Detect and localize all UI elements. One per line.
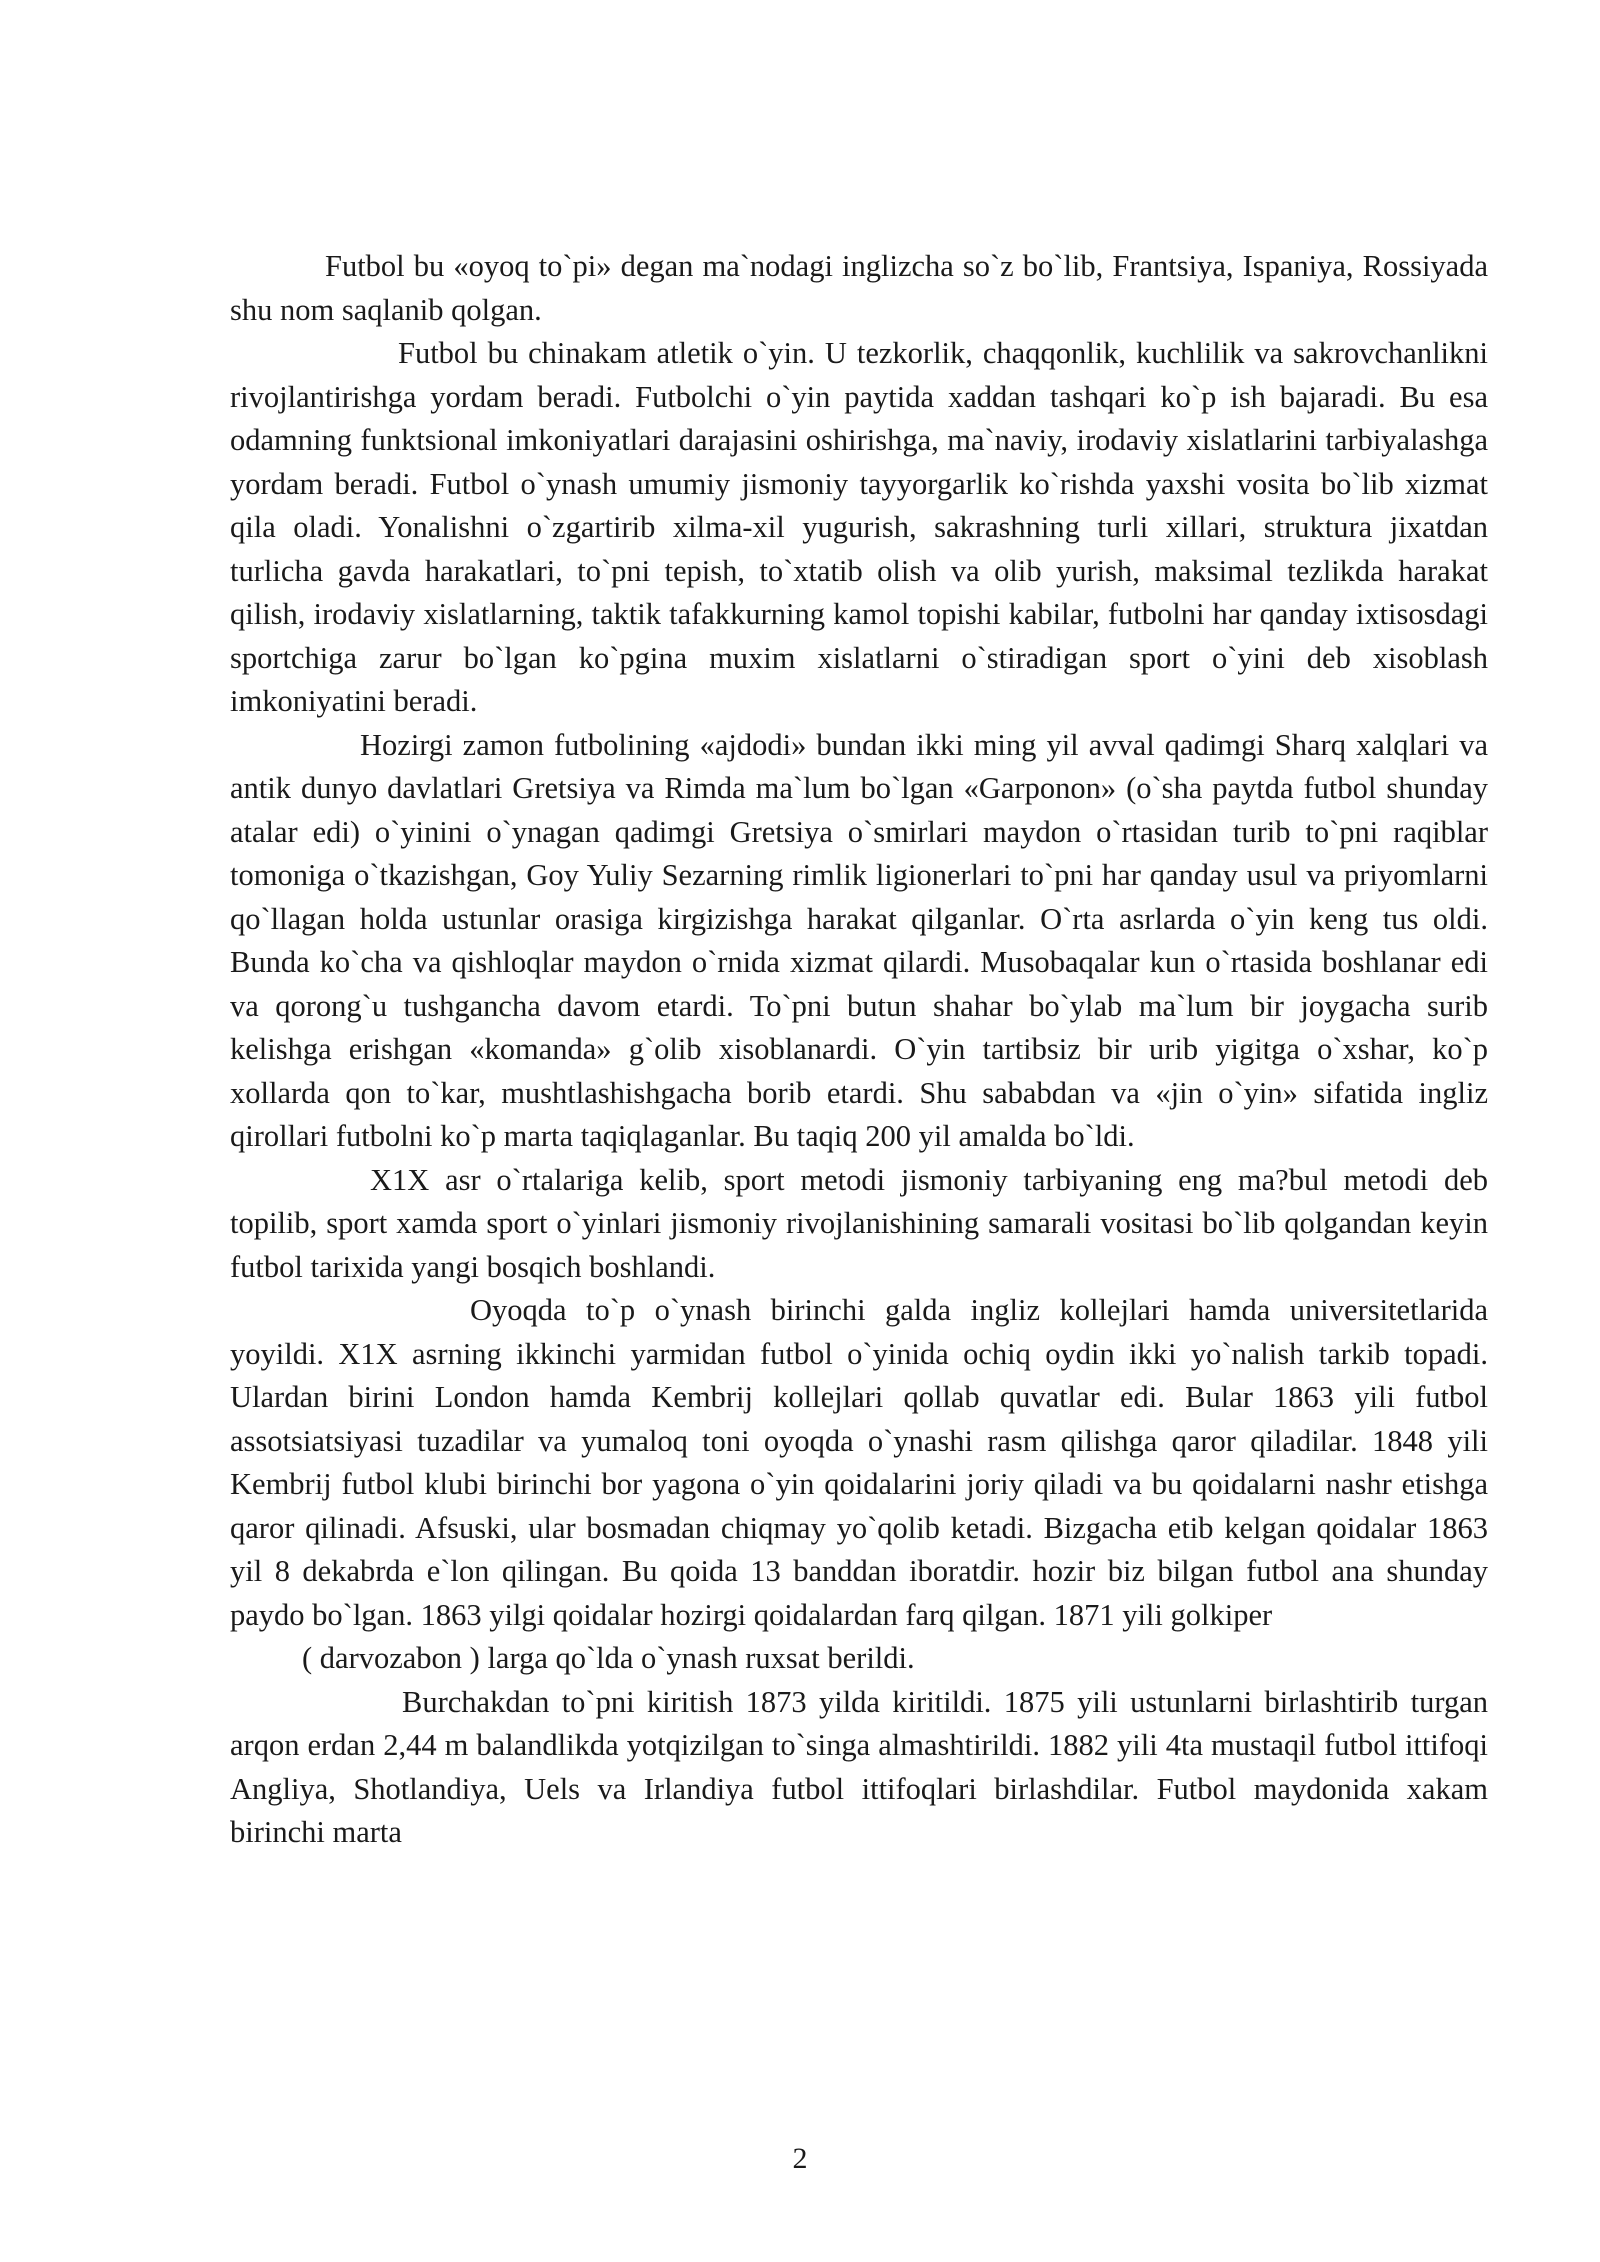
paragraph-colleges: Oyoqda to`p o`ynash birinchi galda ingliz kollejlari hamda universitetlarida yoyildi. X1X asrning ikkinchi yarmidan futbol o`yinida ochiq oydin ikki yo`nalish tarkib topadi. Ulardan birini London hamda Kembrij kollejlari qollab quvatlar edi. Bular 1863 yili futbol assotsiatsiyasi tuzadilar va yumaloq toni oyoqda o`ynashi rasm qilishga qaror qiladilar. 1848 yili Kembrij futbol klubi birinchi bor yagona o`yin qoidalarini joriy qiladi va bu qoidalarni nashr etishga qaror qilinadi. Afsuski, ular bosmadan chiqmay yo`qolib ketadi. Bizgacha etib kelgan qoidalar 1863 yil 8 dekabrda e`lon qilingan. Bu qoida 13 banddan iboratdir. hozir biz bilgan futbol ana shunday paydo bo`lgan. 1863 yilgi qoidalar hozirgi qoidalardan farq qilgan. 1871 yili golkiper (230, 1293, 1488, 1632)
paragraph-etymology: Futbol bu «oyoq to`pi» degan ma`nodagi inglizcha so`z bo`lib, Frantsiya, Ispaniya, Rossiyada shu nom saqlanib qolgan. (230, 249, 1488, 327)
paragraph-corner-kick: Burchakdan to`pni kiritish 1873 yilda kiritildi. 1875 yili ustunlarni birlashtirib turgan arqon erdan 2,44 m balandlikda yotqizilgan to`singa almashtirildi. 1882 yili 4ta mustaqil futbol ittifoqi Angliya, Shotlandiya, Uels va Irlandiya futbol ittifoqlari birlashdilar. Futbol maydonida xakam birinchi marta (230, 1684, 1488, 1849)
document-body (230, 245, 1488, 1855)
paragraph-19th-century: X1X asr o`rtalariga kelib, sport metodi jismoniy tarbiyaning eng ma?bul metodi deb topilib, sport xamda sport o`yinlari jismoniy rivojlanishining samarali vositasi bo`lib qolgandan keyin futbol tarixida yangi bosqich boshlandi. (230, 1162, 1488, 1284)
paragraph-goalkeeper: ( darvozabon ) larga qo`lda o`ynash ruxsat berildi. (302, 1641, 915, 1675)
paragraph-athletic-game: Futbol bu chinakam atletik o`yin. U tezkorlik, chaqqonlik, kuchlilik va sakrovchanlikni rivojlantirishga yordam beradi. Futbolchi o`yin paytida xaddan tashqari ko`p ish bajaradi. Bu esa odamning funktsional imkoniyatlari darajasini oshirishga, ma`naviy, irodaviy xislatlarini tarbiyalashga yordam beradi. Futbol o`ynash umumiy jismoniy tayyorgarlik ko`rishda yaxshi vosita bo`lib xizmat qila oladi. Yonalishni o`zgartirib xilma-xil yugurish, sakrashning turli xillari, struktura jixatdan turlicha gavda harakatlari, to`pni tepish, to`xtatib olish va olib yurish, maksimal tezlikda harakat qilish, irodaviy xislatlarning, taktik tafakkurning kamol topishi kabilar, futbolni har qanday ixtisosdagi sportchiga zarur bo`lgan ko`pgina muxim xislatlarni o`stiradigan sport o`yini deb xisoblash imkoniyatini beradi. (230, 336, 1488, 718)
page-number: 2 (792, 2142, 808, 2175)
paragraph-history-ancestor: Hozirgi zamon futbolining «ajdodi» bundan ikki ming yil avval qadimgi Sharq xalqlari va antik dunyo davlatlari Gretsiya va Rimda ma`lum bo`lgan «Garponon» (o`sha paytda futbol shunday atalar edi) o`yinini o`ynagan qadimgi Gretsiya o`smirlari maydon o`rtasidan turib to`pni raqiblar tomoniga o`tkazishgan, Goy Yuliy Sezarning rimlik ligionerlari to`pni har qanday usul va priyomlarni qo`llagan holda ustunlar orasiga kirgizishga harakat qilganlar. O`rta asrlarda o`yin keng tus oldi. Bunda ko`cha va qishloqlar maydon o`rnida xizmat qilardi. Musobaqalar kun o`rtasida boshlanar edi va qorong`u tushgancha davom etardi. To`pni butun shahar bo`ylab ma`lum bir joygacha surib kelishga erishgan «komanda» g`olib xisoblanardi. O`yin tartibsiz bir urib yigitga o`xshar, ko`p xollarda qon to`kar, mushtlashishgacha borib etardi. Shu sababdan va «jin o`yin» sifatida ingliz qirollari futbolni ko`p marta taqiqlaganlar. Bu taqiq 200 yil amalda bo`ldi. (230, 727, 1488, 1153)
